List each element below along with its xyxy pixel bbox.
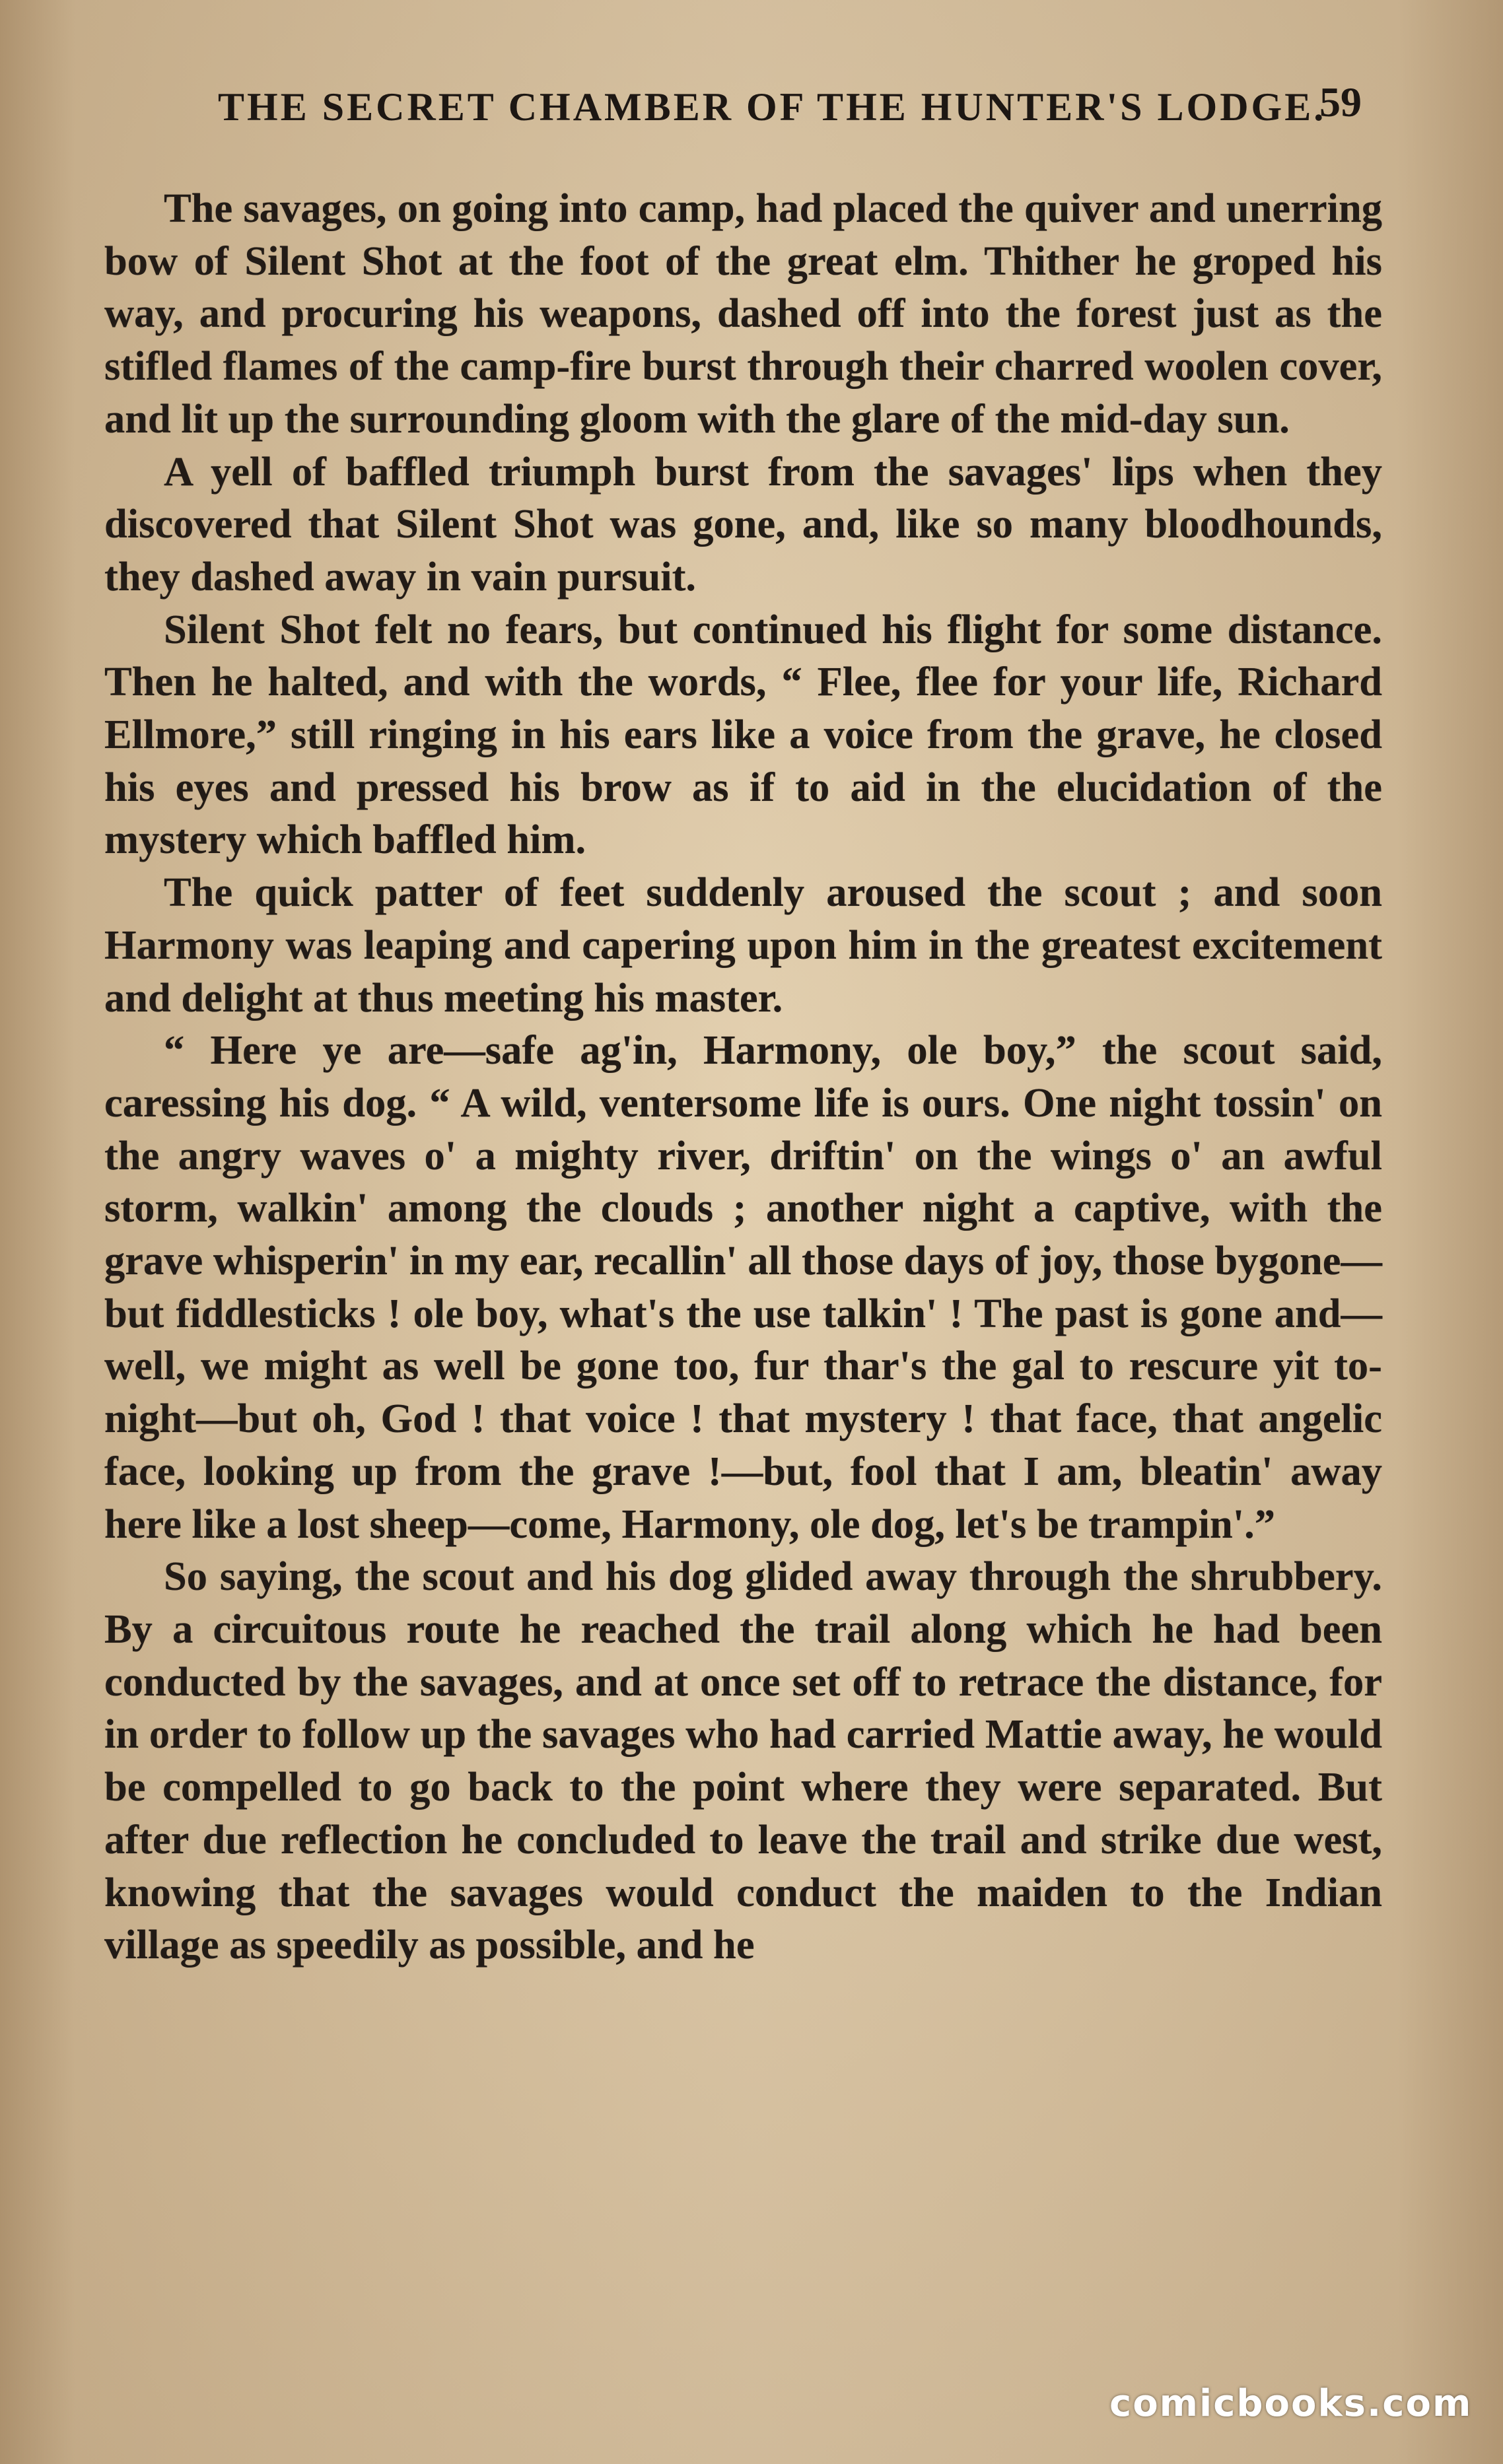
paragraph: So saying, the scout and his dog glided away through the shrubbery. By a circuitous route he reached the trail along which he had been conducted by the savages, and at once set off to retrace the distance, for in order to follow up the savages who had carried Mattie away, he would be compelled to go back to the point where they were separated. But after due reflection he concluded to leave the trail and strike due west, knowing that the savages would conduct the maiden to the Indian village as speedily as possible, and he [104, 1553, 1382, 1968]
paragraph: The quick patter of feet suddenly aroused the scout ; and soon Harmony was leaping and capering upon him in the greatest excitement and delight at thus meeting his master. [104, 869, 1382, 1021]
paragraph: A yell of baffled triumph burst from the savages' lips when they discovered that Silent Shot was gone, and, like so many bloodhounds, they dashed away in vain pursuit. [104, 448, 1382, 599]
body-text [104, 182, 1382, 1971]
paragraph: “ Here ye are—safe ag'in, Harmony, ole boy,” the scout said, caressing his dog. “ A wild, ventersome life is ours. One night tossin' on the angry waves o' a mighty river, driftin' on the wings o' an awful storm, walkin' among the clouds ; another night a captive, with the grave whisperin' in my ear, recallin' all those days of joy, those bygone— but fiddlesticks ! ole boy, what's the use talkin' ! The past is gone and—well, we might as well be gone too, fur thar's the gal to rescure yit to-night—but oh, God ! that voice ! that mystery ! that face, that angelic face, looking up from the grave !—but, fool that I am, bleatin' away here like a lost sheep—come, Harmony, ole dog, let's be trampin'.” [104, 1027, 1382, 1547]
running-title: THE SECRET CHAMBER OF THE HUNTER'S LODGE. [218, 85, 1327, 129]
page-number: 59 [1319, 79, 1362, 125]
paragraph: Silent Shot felt no fears, but continued his flight for some distance. Then he halted, and with the words, “ Flee, flee for your life, Richard Ellmore,” still ringing in his ears like a voice from the grave, he closed his eyes and pressed his brow as if to aid in the elucidation of the mystery which baffled him. [104, 605, 1382, 863]
paragraph: The savages, on going into camp, had placed the quiver and unerring bow of Silent Shot at the foot of the great elm. Thither he groped his way, and procuring his weapons, dashed off into the forest just as the stifled flames of the camp-fire burst through their charred woolen cover, and lit up the surrounding gloom with the glare of the mid-day sun. [104, 185, 1382, 442]
watermark: comicbooks.com [1109, 2382, 1473, 2425]
